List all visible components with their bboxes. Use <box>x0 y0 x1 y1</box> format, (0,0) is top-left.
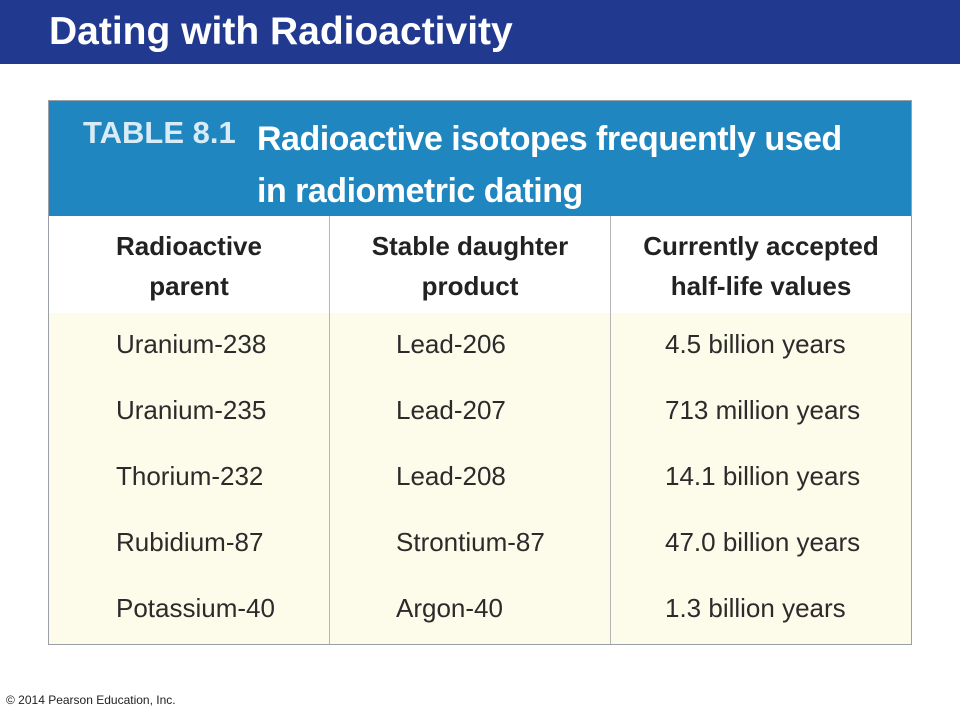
column-header-half-life-line-1: Currently accepted <box>643 231 879 261</box>
cell-parent: Rubidium-87 <box>116 527 264 557</box>
cell-parent: Potassium-40 <box>116 593 275 623</box>
cell-daughter: Lead-206 <box>396 329 506 359</box>
column-header-half-life-line-2: half-life values <box>670 271 852 301</box>
copyright-notice: © 2014 Pearson Education, Inc. <box>6 693 176 707</box>
cell-half-life: 1.3 billion years <box>665 593 846 623</box>
cell-daughter: Lead-208 <box>396 461 506 491</box>
table-label: TABLE 8.1 <box>83 115 236 150</box>
column-header-daughter-line-1: Stable daughter <box>371 231 569 261</box>
title-bar <box>0 0 960 64</box>
cell-parent: Uranium-238 <box>116 329 267 359</box>
cell-daughter: Argon-40 <box>396 593 503 623</box>
column-divider <box>610 216 611 644</box>
column-header-daughter <box>330 226 610 306</box>
table-row <box>49 313 911 380</box>
table-row <box>49 511 911 578</box>
cell-half-life: 4.5 billion years <box>665 329 846 359</box>
cell-parent: Thorium-232 <box>116 461 264 491</box>
cell-daughter: Strontium-87 <box>396 527 545 557</box>
column-header-daughter-line-2: product <box>421 271 519 301</box>
column-header-parent <box>49 226 329 306</box>
table-row <box>49 577 911 643</box>
cell-half-life: 14.1 billion years <box>665 461 861 491</box>
isotope-table <box>48 100 912 645</box>
column-header-parent-line-1: Radioactive <box>116 231 262 261</box>
column-header-half-life <box>611 226 911 306</box>
table-row <box>49 445 911 512</box>
slide-title: Dating with Radioactivity <box>49 10 513 53</box>
table-caption-line-1: Radioactive isotopes frequently used <box>257 120 842 158</box>
table-caption <box>257 113 897 217</box>
cell-half-life: 713 million years <box>665 395 861 425</box>
cell-parent: Uranium-235 <box>116 395 267 425</box>
table-row <box>49 379 911 446</box>
cell-daughter: Lead-207 <box>396 395 506 425</box>
cell-half-life: 47.0 billion years <box>665 527 861 557</box>
column-header-parent-line-2: parent <box>149 271 229 301</box>
column-header-row <box>49 216 911 314</box>
table-header <box>49 101 911 216</box>
column-divider <box>329 216 330 644</box>
table-caption-line-2: in radiometric dating <box>257 172 583 210</box>
